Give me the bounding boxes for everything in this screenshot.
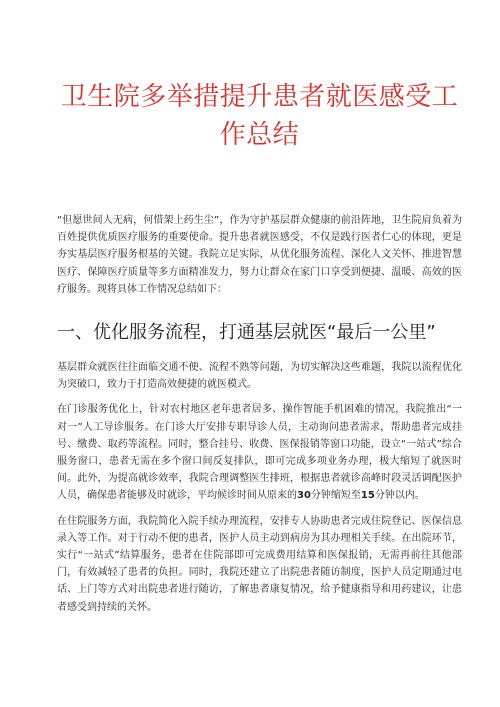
section-1-body (57, 359, 462, 616)
paragraph-2-text-b: 分钟缩短至 (310, 490, 361, 502)
section-1-paragraph-1: 基层群众就医往往面临交通不便、流程不熟等问题，为切实解决这些难题，我院以流程优化为突破口，致力于打造高效便捷的就医模式。 (57, 362, 462, 391)
section-1-paragraph-2 (57, 401, 462, 504)
intro-section (57, 212, 462, 298)
title-line-1: 卫生院多举措提升患者就医感受工 (60, 82, 459, 112)
wait-time-before: 30 (297, 490, 311, 502)
paragraph-2-text-a: 在门诊服务优化上，针对农村地区老年患者居多、操作智能手机困难的情况，我院推出“一对一”人工导诊服务。在门诊大厅安排专职导诊人员，主动询问患者需求，帮助患者完成挂号、缴费、取药等流程。同时，整合挂号、收费、医保报销等窗口功能，设立“一站式”综合服务窗口，患者无需在多个窗口间反复排队，即可完成多项业务办理，极大缩短了就医时间。此外，为提高就诊效率，我院合理调整医生排班，根据患者就诊高峰时段灵活调配医护人员，确保患者能够及时就诊，平均候诊时间从原来的 (57, 404, 462, 502)
title-line-2: 作总结 (219, 120, 300, 150)
wait-time-after: 15 (360, 490, 375, 502)
paragraph-2-text-c: 分钟以内。 (374, 490, 425, 502)
document-title (57, 78, 462, 154)
section-1-paragraph-3: 在住院服务方面，我院简化入院手续办理流程，安排专人协助患者完成住院登记、医保信息录入等工作。对于行动不便的患者，医护人员主动到病房为其办理相关手续。在出院环节，实行“一站式”结算服务，患者在住院部即可完成费用结算和医保报销，无需再前往其他部门，有效减轻了患者的负担。同时，我院还建立了出院患者随访制度，医护人员定期通过电话、上门等方式对出院患者进行随访，了解患者康复情况，给予健康指导和用药建议，让患者感受到持续的关怀。 (57, 515, 462, 613)
intro-paragraph: “但愿世间人无病，何惜架上药生尘”，作为守护基层群众健康的前沿阵地，卫生院肩负着为百姓提供优质医疗服务的重要使命。提升患者就医感受，不仅是践行医者仁心的体现，更是夯实基层医疗服务根基的关键。我院立足实际，从优化服务流程、深化人文关怀、推进智慧医疗、保障医疗质量等多方面精准发力，努力让群众在家门口享受到便捷、温暖、高效的医疗服务。现将具体工作情况总结如下： (57, 215, 462, 295)
section-1-heading: 一、优化服务流程，打通基层就医“最后一公里” (57, 322, 436, 344)
